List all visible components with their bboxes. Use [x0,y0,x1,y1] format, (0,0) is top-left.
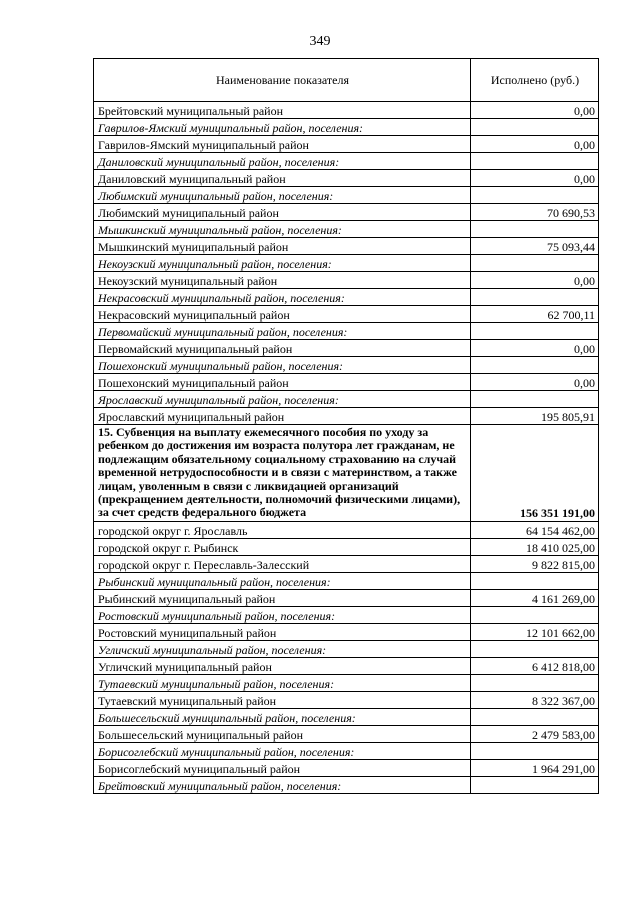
row-name-cell: Некоузский муниципальный район [94,272,471,289]
table-row [94,725,599,742]
subheader-row [94,119,599,136]
row-name-cell: городской округ г. Ярославль [94,521,471,538]
row-name-cell: Пошехонский муниципальный район [94,374,471,391]
subheader-row [94,776,599,793]
row-name-cell: Угличский муниципальный район [94,657,471,674]
row-name-cell: Любимский муниципальный район, поселения: [94,187,471,204]
row-name-cell: Даниловский муниципальный район, поселения: [94,153,471,170]
column-header-value: Исполнено (руб.) [471,59,599,102]
table-row [94,340,599,357]
row-value-cell: 12 101 662,00 [471,623,599,640]
row-value-cell [471,187,599,204]
row-value-cell [471,708,599,725]
row-value-cell: 9 822 815,00 [471,555,599,572]
table-row [94,306,599,323]
row-value-cell: 0,00 [471,170,599,187]
row-value-cell: 6 412 818,00 [471,657,599,674]
row-name-cell: Гаврилов-Ямский муниципальный район, поселения: [94,119,471,136]
table-row [94,272,599,289]
table-row [94,657,599,674]
row-value-cell: 64 154 462,00 [471,521,599,538]
row-value-cell: 1 964 291,00 [471,759,599,776]
subheader-row [94,391,599,408]
subheader-row [94,221,599,238]
row-name-cell: Пошехонский муниципальный район, поселения: [94,357,471,374]
row-value-cell: 0,00 [471,102,599,119]
row-value-cell [471,255,599,272]
row-value-cell [471,119,599,136]
row-name-cell: Мышкинский муниципальный район [94,238,471,255]
row-value-cell [471,323,599,340]
row-value-cell: 75 093,44 [471,238,599,255]
row-name-cell: Гаврилов-Ямский муниципальный район [94,136,471,153]
table-row [94,408,599,425]
row-value-cell [471,674,599,691]
row-name-cell: городской округ г. Рыбинск [94,538,471,555]
subheader-row [94,742,599,759]
row-value-cell [471,357,599,374]
table-row [94,170,599,187]
subheader-row [94,640,599,657]
section-row [94,425,599,522]
table-row [94,589,599,606]
row-value-cell: 4 161 269,00 [471,589,599,606]
row-value-cell [471,289,599,306]
row-value-cell: 62 700,11 [471,306,599,323]
table-row [94,759,599,776]
report-table [93,58,599,794]
row-value-cell [471,221,599,238]
table-row [94,136,599,153]
row-name-cell: Некрасовский муниципальный район, поселения: [94,289,471,306]
table-row [94,538,599,555]
table-row [94,623,599,640]
subheader-row [94,323,599,340]
row-name-cell: Большесельский муниципальный район [94,725,471,742]
row-name-cell: Борисоглебский муниципальный район [94,759,471,776]
row-value-cell: 18 410 025,00 [471,538,599,555]
table-header-row [94,59,599,102]
column-header-name: Наименование показателя [94,59,471,102]
report-table-body [94,59,599,794]
subheader-row [94,357,599,374]
row-value-cell [471,391,599,408]
row-value-cell [471,640,599,657]
row-name-cell: Ярославский муниципальный район [94,408,471,425]
row-name-cell: Некоузский муниципальный район, поселения: [94,255,471,272]
row-name-cell: Первомайский муниципальный район, поселения: [94,323,471,340]
row-name-cell: Ростовский муниципальный район, поселения: [94,606,471,623]
table-row [94,555,599,572]
row-name-cell: Тутаевский муниципальный район [94,691,471,708]
row-name-cell: Первомайский муниципальный район [94,340,471,357]
subheader-row [94,606,599,623]
table-row [94,374,599,391]
subheader-row [94,153,599,170]
row-name-cell: Борисоглебский муниципальный район, поселения: [94,742,471,759]
subheader-row [94,674,599,691]
row-value-cell [471,606,599,623]
row-name-cell: Рыбинский муниципальный район, поселения: [94,572,471,589]
row-name-cell: Угличский муниципальный район, поселения: [94,640,471,657]
row-name-cell: Ростовский муниципальный район [94,623,471,640]
row-value-cell: 0,00 [471,136,599,153]
row-name-cell: Тутаевский муниципальный район, поселения: [94,674,471,691]
subheader-row [94,572,599,589]
table-row [94,102,599,119]
subheader-row [94,289,599,306]
row-name-cell: Брейтовский муниципальный район [94,102,471,119]
row-name-cell: Рыбинский муниципальный район [94,589,471,606]
row-value-cell [471,572,599,589]
page-number: 349 [309,34,331,49]
row-value-cell: 8 322 367,00 [471,691,599,708]
row-value-cell: 0,00 [471,272,599,289]
table-row [94,521,599,538]
subheader-row [94,255,599,272]
row-value-cell: 0,00 [471,340,599,357]
row-value-cell [471,153,599,170]
row-name-cell: городской округ г. Переславль-Залесский [94,555,471,572]
row-name-cell: Любимский муниципальный район [94,204,471,221]
row-name-cell: Большесельский муниципальный район, поселения: [94,708,471,725]
table-row [94,204,599,221]
row-value-cell: 195 805,91 [471,408,599,425]
row-name-cell: Ярославский муниципальный район, поселения: [94,391,471,408]
row-value-cell: 2 479 583,00 [471,725,599,742]
row-value-cell [471,776,599,793]
subheader-row [94,187,599,204]
subheader-row [94,708,599,725]
row-name-cell: Мышкинский муниципальный район, поселения: [94,221,471,238]
section-title-cell: 15. Субвенция на выплату ежемесячного пособия по уходу за ребенком до достижения им возраста полутора лет гражданам, не подлежащим обязательному социальному страхованию на случай временной нетрудоспособности и в связи с материнством, а также лицам, уволенным в связи с ликвидацией организаций (прекращением деятельности, полномочий физическими лицами), за счет средств федерального бюджета [94,425,471,522]
row-value-cell: 0,00 [471,374,599,391]
table-row [94,238,599,255]
row-name-cell: Даниловский муниципальный район [94,170,471,187]
row-name-cell: Брейтовский муниципальный район, поселения: [94,776,471,793]
table-row [94,691,599,708]
row-value-cell: 70 690,53 [471,204,599,221]
row-value-cell [471,742,599,759]
section-total-cell: 156 351 191,00 [471,425,599,522]
row-name-cell: Некрасовский муниципальный район [94,306,471,323]
